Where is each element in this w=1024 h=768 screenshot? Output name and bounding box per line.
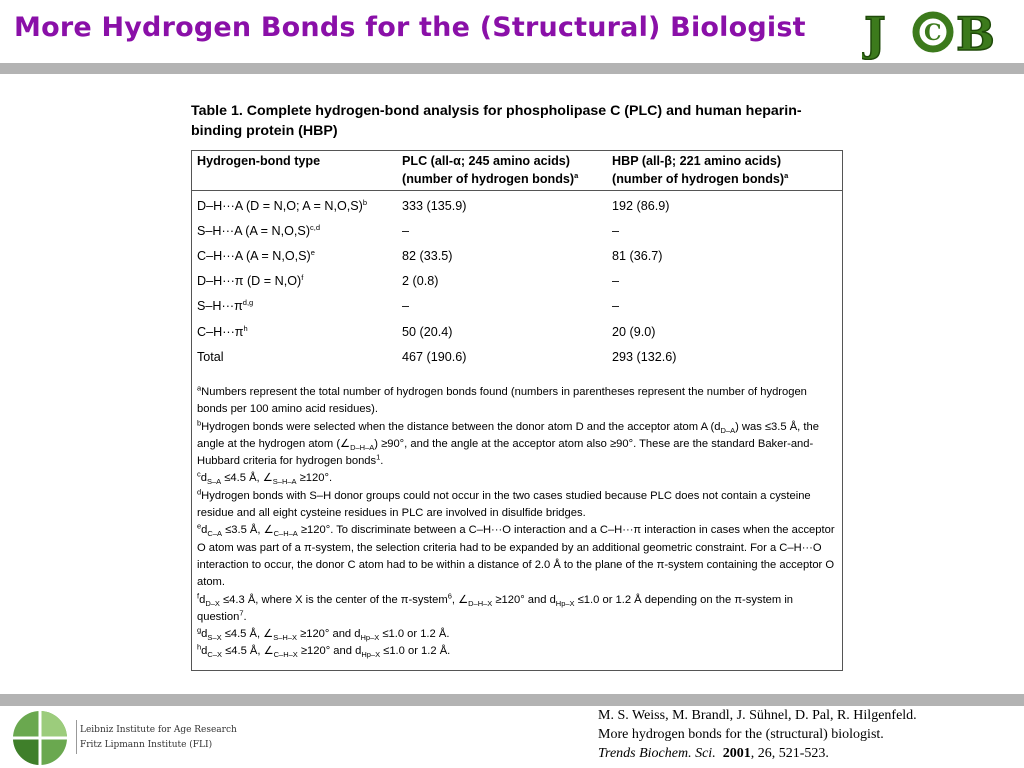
row-type: S–H···A (A = N,O,S)$^{c,d}$ [197,222,321,238]
institute-line-2: Fritz Lipmann Institute (FLI) [80,740,213,750]
header-plc-line1: PLC (all-α; 245 amino acids) [402,154,571,168]
bottom-divider [0,694,1024,706]
citation [598,706,1018,763]
citation-source: Trends Biochem. Sci. 2001, 26, 521-523. [598,746,829,761]
row-type: D–H···π (D = N,O)$^f$ [197,272,304,288]
footnote-h: $^hd_{C-X} \le 4.5$ Å, $\angle_{C-H-X} \ge 120^\circ$ and $d_{Hp-X} \le 1.0$ or 1.2 Å. [197,642,451,660]
row-type: Total [197,350,224,364]
table-header-rule [191,190,843,191]
row-plc: – [402,224,410,238]
table-footnotes [197,384,839,661]
row-plc: 467 (190.6) [402,350,467,364]
logo-letter-j: J [864,7,886,60]
row-type: D–H···A (D = N,O; A = N,O,S)$^b$ [197,197,368,213]
footnote-g: $^gd_{S-X} \le 4.5$ Å, $\angle_{S-H-X} \ge 120^\circ$ and $d_{Hp-X} \le 1.0$ or 1.2 Å. [197,625,450,643]
header-plc-line2: (number of hydrogen bonds)$^a$ [402,170,579,186]
institute-name [80,723,237,753]
citation-title: More hydrogen bonds for the (structural) biologist. [598,727,884,742]
row-plc: 82 (33.5) [402,249,453,263]
row-type: $S-H\cdot\cdot\cdot\pi^{d,g}$ [197,297,254,313]
header-hbp-line2: (number of hydrogen bonds)$^a$ [612,170,789,186]
header-hbp-line1: HBP (all-β; 221 amino acids) [612,154,782,168]
footnote-d: $^d$Hydrogen bonds with S–H donor groups could not occur in the two cases studied because PLC does not contain a cysteine residue and all eight cysteine residues in PLC are involved in disulfide bridges. [197,487,811,520]
logo-letter-c: C [924,20,942,46]
citation-authors: M. S. Weiss, M. Brandl, J. Sühnel, D. Pal, R. Hilgenfeld. [598,708,917,723]
row-hbp: 20 (9.0) [612,325,656,339]
footnote-a: $^a$Numbers represent the total number of hydrogen bonds found (numbers in parentheses represent the number of hydrogen bonds per 100 amino acid residues). [197,383,807,416]
row-plc: 2 (0.8) [402,274,439,288]
row-hbp: – [612,224,620,238]
footnote-f: $^fd_{D-X} \le 4.3$ Å, where X is the center of the π-system$^6$, $\angle_{D-H-X} \ge 120^\circ$ and $d_{Hp-X} \le 1.0$ or 1.2 Å depending on the π-system in question$^7$. [197,590,794,623]
row-hbp: – [612,274,620,288]
slide-title: More Hydrogen Bonds for the (Structural) Biologist [14,12,806,43]
row-hbp: – [612,299,620,313]
header-type: Hydrogen-bond type [197,154,321,168]
footnote-b: $^b$Hydrogen bonds were selected when the distance between the donor atom D and the acceptor atom A $(d_{D-A})$ was ≤3.5 Å, the angle at the hydrogen atom $(\angle_{D-H-A}) \ge 90^\circ$, and the angle at the acceptor atom also ≥90°. These are the standard Baker-and-Hubbard criteria for hydrogen bonds$^1$. [197,417,819,468]
row-plc: 50 (20.4) [402,325,453,339]
row-hbp: 81 (36.7) [612,249,663,263]
row-type: C–H···A (A = N,O,S)$^e$ [197,247,315,263]
row-hbp: 293 (132.6) [612,350,677,364]
row-hbp: 192 (86.9) [612,199,670,213]
row-plc: – [402,299,410,313]
institute-line-1: Leibniz Institute for Age Research [80,725,237,735]
top-divider [0,63,1024,74]
table-caption: Table 1. Complete hydrogen-bond analysis for phospholipase C (PLC) and human heparin-binding protein (HBP) [191,103,802,139]
logo-letter-b: B [956,7,995,60]
row-type: $C-H\cdot\cdot\cdot\pi^h$ [197,323,248,339]
footnote-e: $^ed_{C-A} \le 3.5$ Å, $\angle_{C-H-A} \ge 120^\circ$. To discriminate between a C–H···O interaction and a C–H···π interaction in cases when the acceptor O atom was part of a π-system, the selection criteria had to be expanded by an additional geometric constraint. For a C–H···O interaction to occur, the donor C atom had to be within a distance of 2.0 Å to the plane of the π-system containing the acceptor O atom. [197,521,835,589]
row-plc: 333 (135.9) [402,199,467,213]
jcb-logo [862,4,1012,60]
footnote-c: $^cd_{S-A} \le 4.5$ Å, $\angle_{S-H-A} \ge 120^\circ$. [197,469,333,487]
